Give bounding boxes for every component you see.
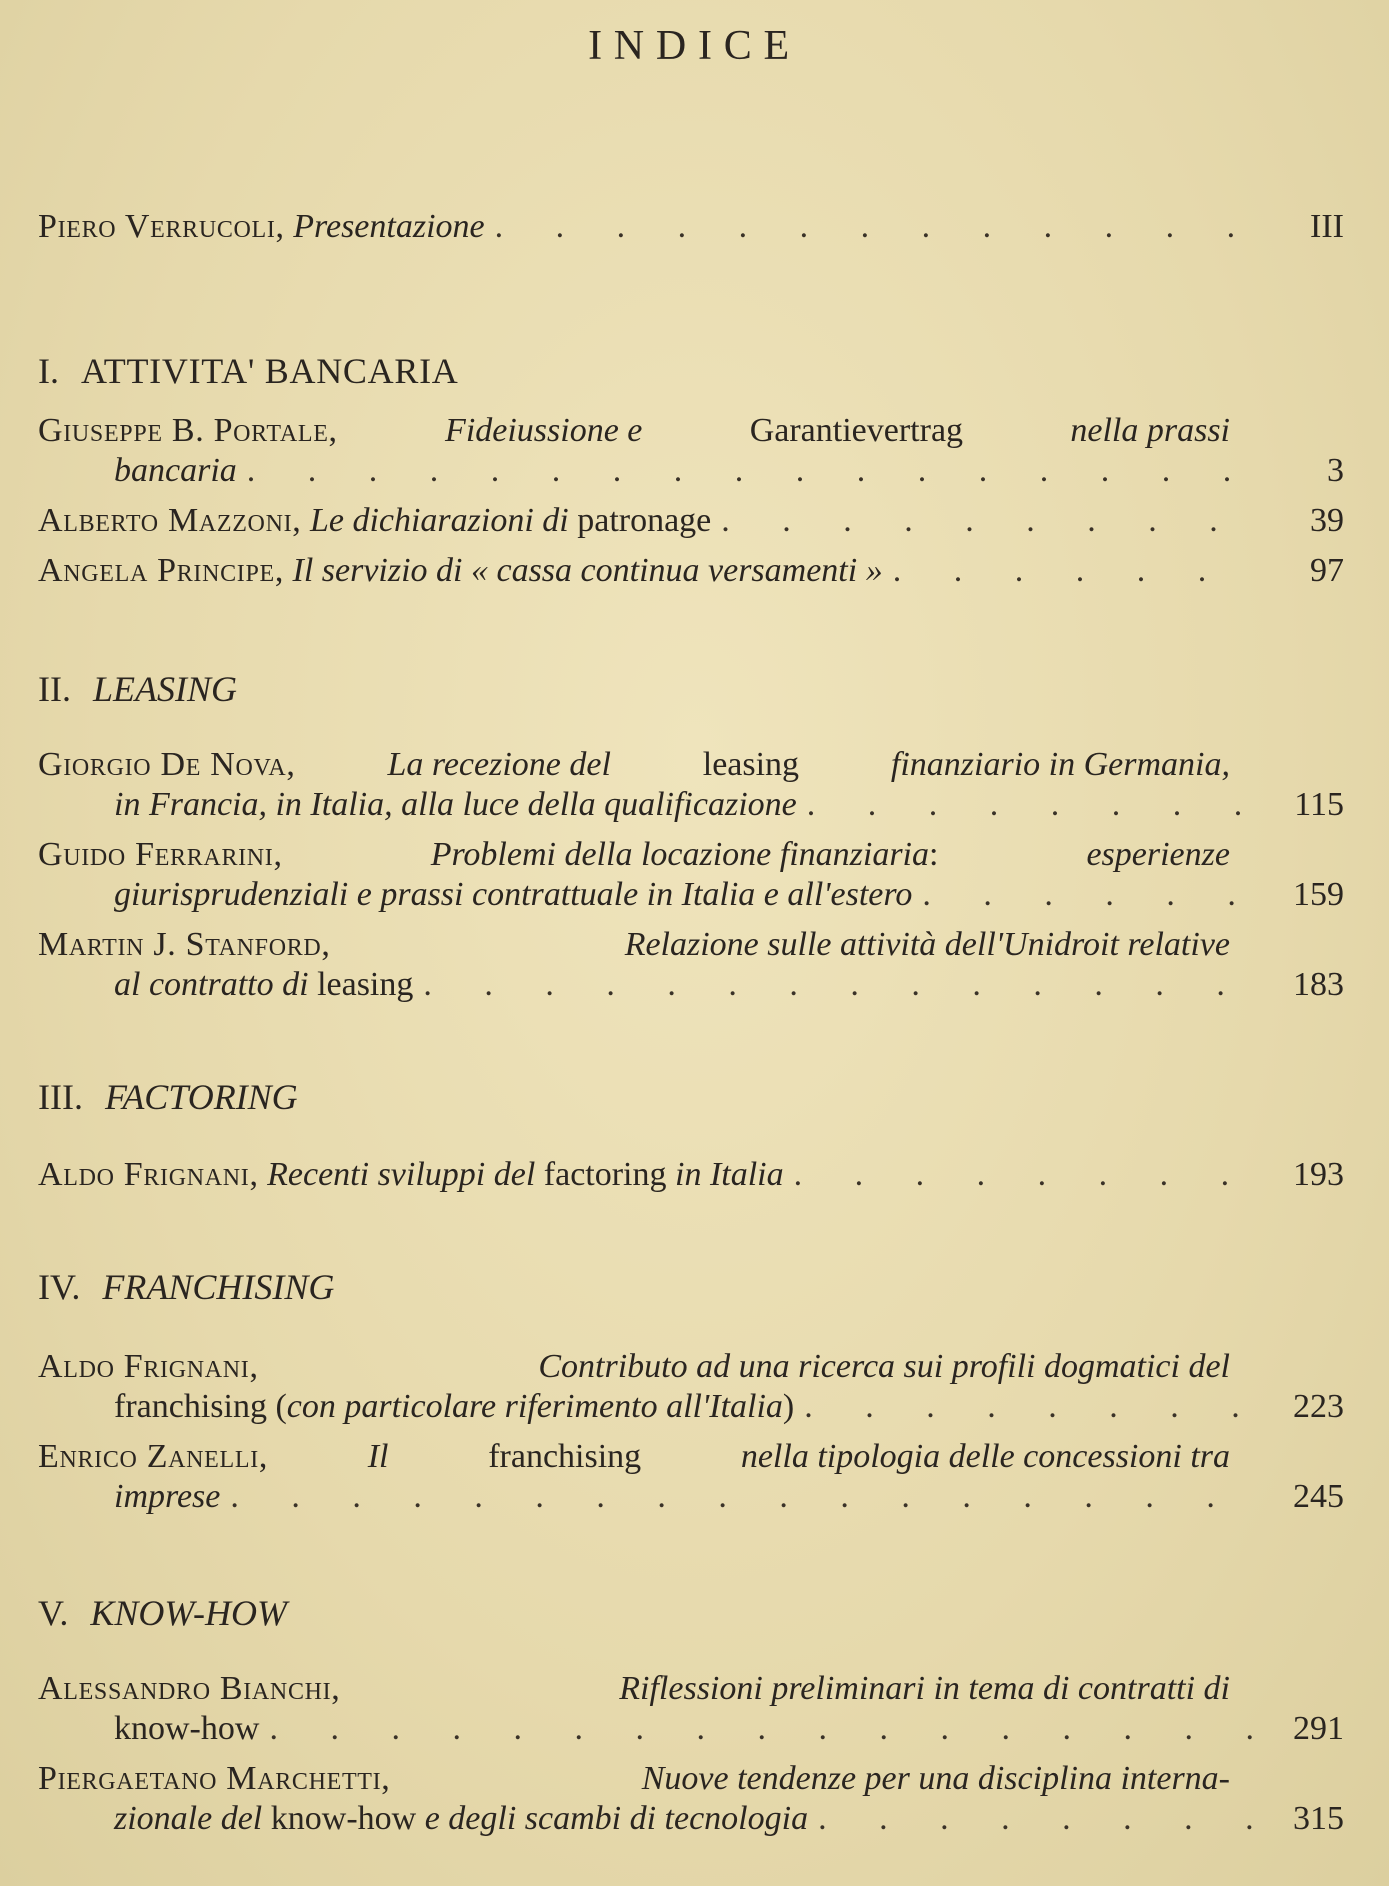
toc-entry-marchetti[interactable] xyxy=(38,1760,1230,1804)
toc-entry-ferrarini-cont[interactable] xyxy=(114,876,1344,920)
toc-entry-stanford-cont[interactable] xyxy=(114,966,1344,1010)
entry-author: Guido Ferrarini, xyxy=(38,836,283,873)
section-heading-3 xyxy=(38,1076,298,1118)
page-number: 223 xyxy=(1293,1388,1344,1425)
page-number: 291 xyxy=(1293,1710,1344,1747)
entry-title: Riflessioni preliminari in tema di contratti di xyxy=(619,1670,1230,1707)
entry-title-roman: franchising xyxy=(114,1388,267,1425)
toc-entry-mazzoni[interactable] xyxy=(38,502,1344,546)
entry-author: Enrico Zanelli, xyxy=(38,1438,269,1475)
dot-leader xyxy=(804,1388,1254,1426)
page-title: INDICE xyxy=(588,23,801,69)
entry-title-roman: patronage xyxy=(577,502,712,539)
entry-title: nella prassi xyxy=(1070,412,1230,449)
entry-title: con particolare riferimento all'Italia xyxy=(286,1388,783,1425)
page-number: 315 xyxy=(1293,1800,1344,1837)
entry-title-roman: know-how xyxy=(114,1710,260,1747)
dot-leader xyxy=(495,208,1254,246)
entry-title: in Italia xyxy=(675,1156,784,1193)
entry-title: esperienze xyxy=(1086,836,1230,873)
dot-leader xyxy=(807,786,1254,824)
entry-author: Giuseppe B. Portale, xyxy=(38,412,338,449)
section-heading-2 xyxy=(38,668,237,710)
entry-author: Alessandro Bianchi, xyxy=(38,1670,341,1707)
entry-punct: ( xyxy=(275,1388,287,1425)
entry-title: nella tipologia delle concessioni tra xyxy=(740,1438,1230,1475)
entry-title: La recezione del xyxy=(387,746,611,783)
toc-entry-ferrarini[interactable] xyxy=(38,836,1230,880)
entry-author: Giorgio De Nova, xyxy=(38,746,296,783)
dot-leader xyxy=(230,1478,1254,1516)
entry-author: Martin J. Stanford, xyxy=(38,926,331,963)
dot-leader xyxy=(269,1710,1254,1748)
toc-entry-frignani-franchising-cont[interactable] xyxy=(114,1388,1344,1432)
page-number: 159 xyxy=(1293,876,1344,913)
toc-entry-presentazione[interactable] xyxy=(38,208,1344,252)
section-title: LEASING xyxy=(92,669,237,709)
entry-title: Fideiussione e xyxy=(445,412,643,449)
dot-leader xyxy=(794,1156,1254,1194)
entry-title: Contributo ad una ricerca sui profili dogmatici del xyxy=(538,1348,1230,1385)
entry-title: Relazione sulle attività dell'Unidroit relative xyxy=(624,926,1230,963)
entry-title-roman: know-how xyxy=(270,1800,417,1837)
page-number: 193 xyxy=(1293,1156,1344,1193)
section-number: I. xyxy=(38,351,59,391)
toc-entry-de-nova[interactable] xyxy=(38,746,1230,790)
toc-entry-portale-cont[interactable] xyxy=(114,452,1344,496)
entry-author: Aldo Frignani, xyxy=(38,1348,259,1385)
entry-title: Le dichiarazioni di xyxy=(309,502,569,539)
toc-entry-frignani-factoring[interactable] xyxy=(38,1156,1344,1200)
page-number: 183 xyxy=(1293,966,1344,1003)
entry-title-roman: leasing xyxy=(317,966,414,1003)
section-number: IV. xyxy=(38,1267,81,1307)
page-number: 3 xyxy=(1327,452,1344,489)
section-title: KNOW-HOW xyxy=(90,1593,288,1633)
entry-author: Aldo Frignani, xyxy=(38,1156,259,1193)
section-title: ATTIVITA' BANCARIA xyxy=(81,351,459,391)
toc-entry-frignani-franchising[interactable] xyxy=(38,1348,1230,1392)
section-title: FRANCHISING xyxy=(102,1267,335,1307)
section-heading-1 xyxy=(38,350,459,392)
entry-author: Piero Verrucoli, xyxy=(38,208,285,245)
page-number: III xyxy=(1310,208,1344,245)
page-number: 97 xyxy=(1310,552,1344,589)
entry-title-roman: factoring xyxy=(543,1156,667,1193)
section-heading-4 xyxy=(38,1266,334,1308)
toc-entry-zanelli-cont[interactable] xyxy=(114,1478,1344,1522)
toc-entry-marchetti-cont[interactable] xyxy=(114,1800,1344,1844)
entry-title: Il servizio di « cassa continua versamenti » xyxy=(292,552,883,589)
entry-author: Alberto Mazzoni, xyxy=(38,502,302,539)
entry-title: Nuove tendenze per una disciplina interna- xyxy=(641,1760,1230,1797)
dot-leader xyxy=(818,1800,1254,1838)
toc-entry-portale[interactable] xyxy=(38,412,1230,456)
entry-title: al contratto di xyxy=(114,966,309,1003)
toc-entry-zanelli[interactable] xyxy=(38,1438,1230,1482)
entry-title: Problemi della locazione finanziaria xyxy=(430,836,929,873)
entry-title: Presentazione xyxy=(293,208,485,245)
entry-author: Piergaetano Marchetti, xyxy=(38,1760,391,1797)
entry-title: bancaria xyxy=(114,452,237,489)
section-number: III. xyxy=(38,1077,83,1117)
entry-title: giurisprudenziali e prassi contrattuale in Italia e all'estero xyxy=(114,876,913,913)
entry-title-roman: franchising xyxy=(488,1438,642,1475)
dot-leader xyxy=(721,502,1254,540)
toc-entry-de-nova-cont[interactable] xyxy=(114,786,1344,830)
entry-title-roman: Garantievertrag xyxy=(749,412,964,449)
entry-punct: ) xyxy=(782,1388,795,1425)
page-number: 39 xyxy=(1310,502,1344,539)
entry-title: e degli scambi di tecnologia xyxy=(424,1800,809,1837)
dot-leader xyxy=(893,552,1254,590)
section-heading-5 xyxy=(38,1592,287,1634)
section-number: II. xyxy=(38,669,71,709)
entry-title-roman: leasing xyxy=(702,746,800,783)
entry-punct: : xyxy=(929,836,939,873)
section-title: FACTORING xyxy=(104,1077,298,1117)
page-number: 115 xyxy=(1294,786,1344,823)
entry-title: imprese xyxy=(114,1478,221,1515)
entry-author: Angela Principe, xyxy=(38,552,284,589)
entry-title: Il xyxy=(367,1438,389,1475)
section-number: V. xyxy=(38,1593,69,1633)
entry-title: in Francia, in Italia, alla luce della qualificazione xyxy=(114,786,797,823)
entry-title: finanziario in Germania, xyxy=(890,746,1230,783)
entry-title: zionale del xyxy=(114,1800,263,1837)
toc-entry-bianchi[interactable] xyxy=(38,1670,1230,1714)
dot-leader xyxy=(247,452,1254,490)
toc-entry-stanford[interactable] xyxy=(38,926,1230,970)
page-number: 245 xyxy=(1293,1478,1344,1515)
toc-entry-principe[interactable] xyxy=(38,552,1344,596)
dot-leader xyxy=(922,876,1254,914)
toc-entry-bianchi-cont[interactable] xyxy=(114,1710,1344,1754)
entry-title: Recenti sviluppi del xyxy=(267,1156,536,1193)
dot-leader xyxy=(423,966,1254,1004)
